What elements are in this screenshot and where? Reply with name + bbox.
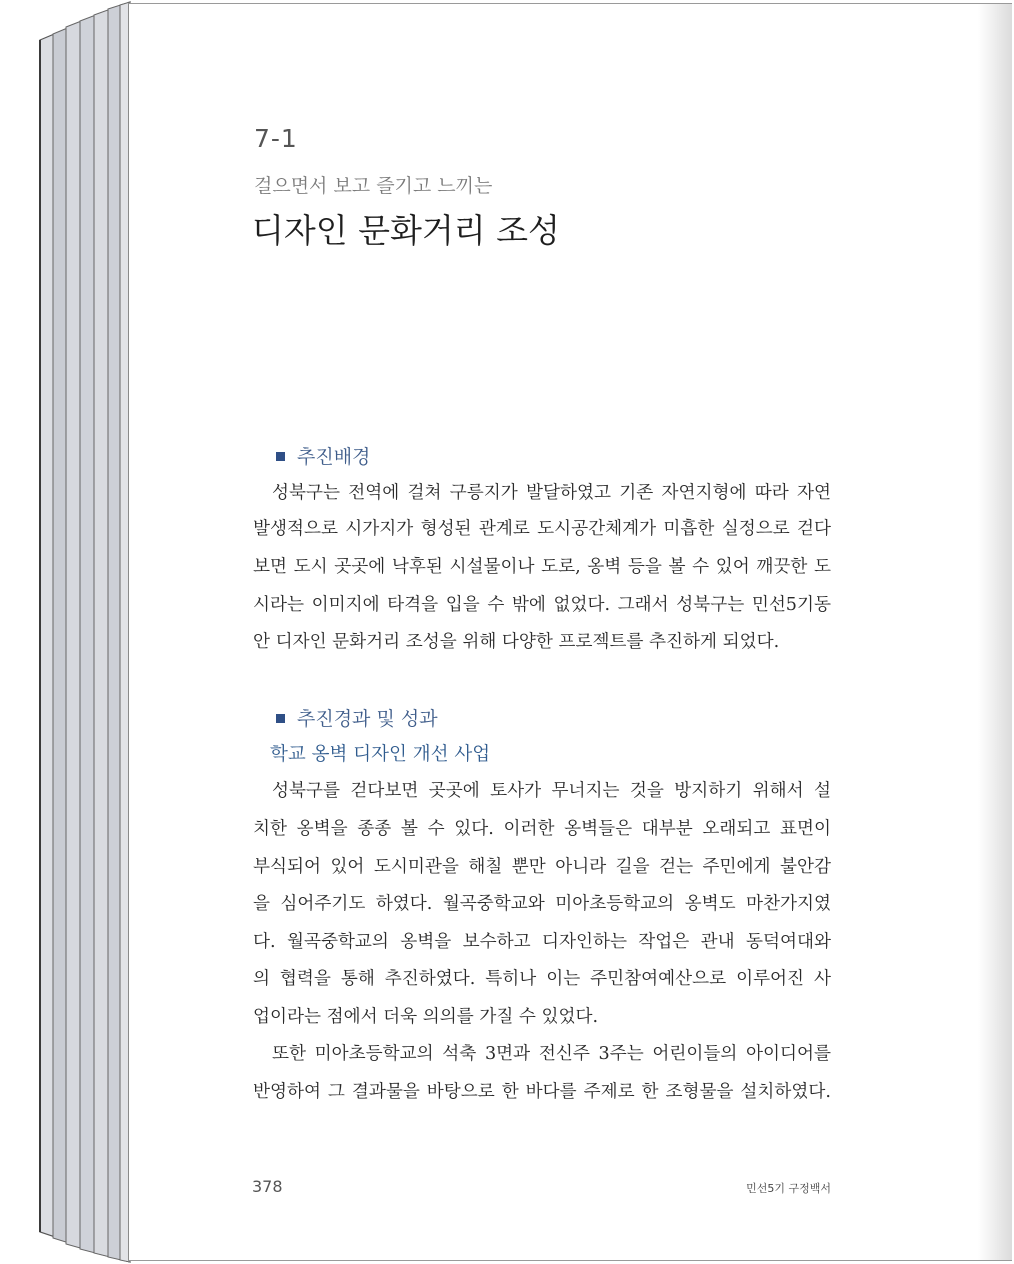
paragraph-line: 반영하여 그 결과물을 바탕으로 한 바다를 주제로 한 조형물을 설치하였다. bbox=[253, 1082, 831, 1102]
paragraph-line: 을 심어주기도 하였다. 월곡중학교와 미아초등학교의 옹벽도 마찬가지였 bbox=[253, 894, 831, 914]
paragraph-line: 업이라는 점에서 더욱 의의를 가질 수 있었다. bbox=[253, 1007, 599, 1027]
page-gutter-shadow bbox=[978, 4, 1012, 1260]
book-page-edges bbox=[0, 0, 140, 1264]
subheading-school-wall: 학교 옹벽 디자인 개선 사업 bbox=[270, 744, 491, 765]
book-title-footer: 민선5기 구정백서 bbox=[746, 1182, 831, 1195]
section-subtitle: 걸으면서 보고 즐기고 느끼는 bbox=[254, 175, 493, 197]
paragraph-line: 부식되어 있어 도시미관을 해칠 뿐만 아니라 길을 걷는 주민에게 불안감 bbox=[253, 857, 831, 877]
heading-results-label: 추진경과 및 성과 bbox=[297, 708, 438, 730]
paragraph-line: 의 협력을 통해 추진하였다. 특히나 이는 주민참여예산으로 이루어진 사 bbox=[253, 969, 831, 989]
square-bullet-icon bbox=[276, 714, 285, 723]
paragraph-line: 안 디자인 문화거리 조성을 위해 다양한 프로젝트를 추진하게 되었다. bbox=[253, 632, 780, 652]
paragraph-line: 또한 미아초등학교의 석축 3면과 전신주 3주는 어린이들의 아이디어를 bbox=[272, 1044, 831, 1064]
heading-background bbox=[276, 442, 370, 469]
heading-results bbox=[276, 704, 438, 731]
paragraph-line: 시라는 이미지에 타격을 입을 수 밖에 없었다. 그래서 성북구는 민선5기동 bbox=[253, 595, 831, 615]
section-number: 7-1 bbox=[254, 124, 298, 153]
square-bullet-icon bbox=[276, 452, 285, 461]
page-number: 378 bbox=[252, 1177, 283, 1196]
paragraph-line: 성북구를 걷다보면 곳곳에 토사가 무너지는 것을 방지하기 위해서 설 bbox=[272, 781, 831, 801]
paragraph-line: 발생적으로 시가지가 형성된 관계로 도시공간체계가 미흡한 실정으로 걷다 bbox=[253, 519, 831, 539]
paragraph-line: 보면 도시 곳곳에 낙후된 시설물이나 도로, 옹벽 등을 볼 수 있어 깨끗한 도 bbox=[253, 557, 831, 577]
heading-background-label: 추진배경 bbox=[297, 446, 371, 468]
paragraph-line: 치한 옹벽을 종종 볼 수 있다. 이러한 옹벽들은 대부분 오래되고 표면이 bbox=[253, 819, 831, 839]
paragraph-line: 성북구는 전역에 걸쳐 구릉지가 발달하였고 기존 자연지형에 따라 자연 bbox=[272, 483, 831, 503]
section-title: 디자인 문화거리 조성 bbox=[252, 211, 560, 250]
paragraph-line: 다. 월곡중학교의 옹벽을 보수하고 디자인하는 작업은 관내 동덕여대와 bbox=[253, 932, 831, 952]
